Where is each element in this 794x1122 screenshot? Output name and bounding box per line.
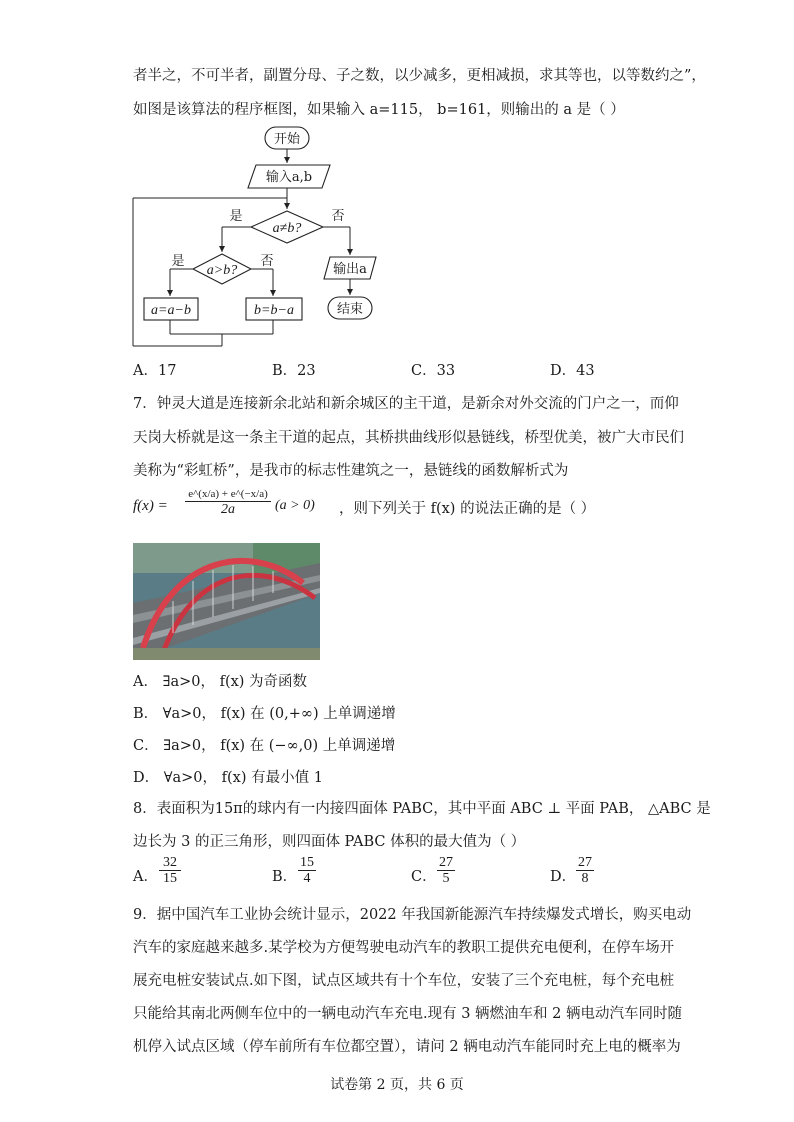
no-label-2: 否 (260, 254, 274, 269)
q8-line-1: 8．表面积为15π的球内有一内接四面体 PABC，其中平面 ABC ⊥ 平面 PAB， △ABC 是 (133, 801, 711, 817)
formula-denominator: 2a (221, 502, 235, 517)
start-label: 开始 (273, 132, 301, 147)
q7-option-c: C． ∃a>0， f(x) 在 (−∞,0) 上单调递增 (133, 738, 396, 754)
q7-line-1: 7．钟灵大道是连接新余北站和新余城区的主干道，是新余对外交流的门户之一，而仰 (133, 396, 679, 412)
q6-option-a: A．17 (133, 363, 177, 379)
assign-a-label: a=a−b (151, 303, 191, 318)
intro-line-1: 者半之，不可半者，副置分母、子之数，以少减多，更相减损，求其等也，以等数约之”， (133, 68, 706, 84)
q6-option-c: C．33 (411, 363, 456, 379)
no-label-1: 否 (331, 209, 345, 224)
q8-line-2: 边长为 3 的正三角形，则四面体 PABC 体积的最大值为（ ） (133, 834, 526, 850)
formula-fraction (185, 487, 271, 517)
end-label: 结束 (336, 302, 364, 317)
q9-line-2: 汽车的家庭越来越多.某学校为方便驾驶电动汽车的教职工提供充电便利，在停车场开 (133, 940, 675, 956)
flowchart (125, 122, 395, 352)
formula-condition: (a > 0) (275, 498, 315, 513)
q9-line-5: 机停入试点区域（停车前所有车位都空置），请问 2 辆电动汽车能同时充上电的概率为 (133, 1039, 681, 1055)
q8-option-b: B． $\frac{15}{4}$ (272, 855, 314, 886)
q8-option-c: C． $\frac{27}{5}$ (411, 855, 453, 886)
input-label: 输入a,b (265, 170, 313, 185)
formula-numerator: e^(x/a) + e^(−x/a) (185, 487, 271, 502)
yes-label-2: 是 (171, 254, 185, 269)
q7-line-3: 美称为“彩虹桥”，是我市的标志性建筑之一，悬链线的函数解析式为 (133, 463, 569, 479)
intro-line-2: 如图是该算法的程序框图，如果输入 a=115， b=161，则输出的 a 是（ ） (133, 102, 625, 118)
catenary-formula (133, 484, 693, 534)
q7-option-a: A． ∃a>0， f(x) 为奇函数 (133, 674, 308, 690)
q7-line-2: 天岗大桥就是这一条主干道的起点，其桥拱曲线形似悬链线，桥型优美，被广大市民们 (133, 430, 684, 446)
condition-1-label: a≠b? (272, 221, 302, 236)
q8-option-a: A． $\frac{32}{15}$ (133, 856, 253, 892)
formula-tail: ，则下列关于 f(x) 的说法正确的是（ ） (339, 501, 596, 517)
yes-label-1: 是 (229, 209, 243, 224)
output-label: 输出a (333, 262, 367, 277)
q9-line-1: 9．据中国汽车工业协会统计显示，2022 年我国新能源汽车持续爆发式增长，购买电动 (133, 907, 692, 923)
q8-option-d: D． $\frac{27}{8}$ (550, 855, 592, 886)
bridge-photo (133, 543, 320, 660)
q9-line-4: 只能给其南北两侧车位中的一辆电动汽车充电.现有 3 辆燃油车和 2 辆电动汽车同时随 (133, 1006, 682, 1022)
q6-option-d: D．43 (550, 363, 595, 379)
q9-line-3: 展充电桩安装试点.如下图，试点区域共有十个车位，安装了三个充电桩，每个充电桩 (133, 973, 675, 989)
q7-option-d: D． ∀a>0， f(x) 有最小值 1 (133, 770, 323, 786)
assign-b-label: b=b−a (254, 303, 294, 318)
condition-2-label: a>b? (206, 263, 238, 278)
q7-option-b: B． ∀a>0， f(x) 在 (0,+∞) 上单调递增 (133, 706, 396, 722)
formula-lhs: f(x) = (133, 498, 168, 514)
page-footer: 试卷第 2 页，共 6 页 (330, 1077, 464, 1093)
q6-option-b: B．23 (272, 363, 316, 379)
